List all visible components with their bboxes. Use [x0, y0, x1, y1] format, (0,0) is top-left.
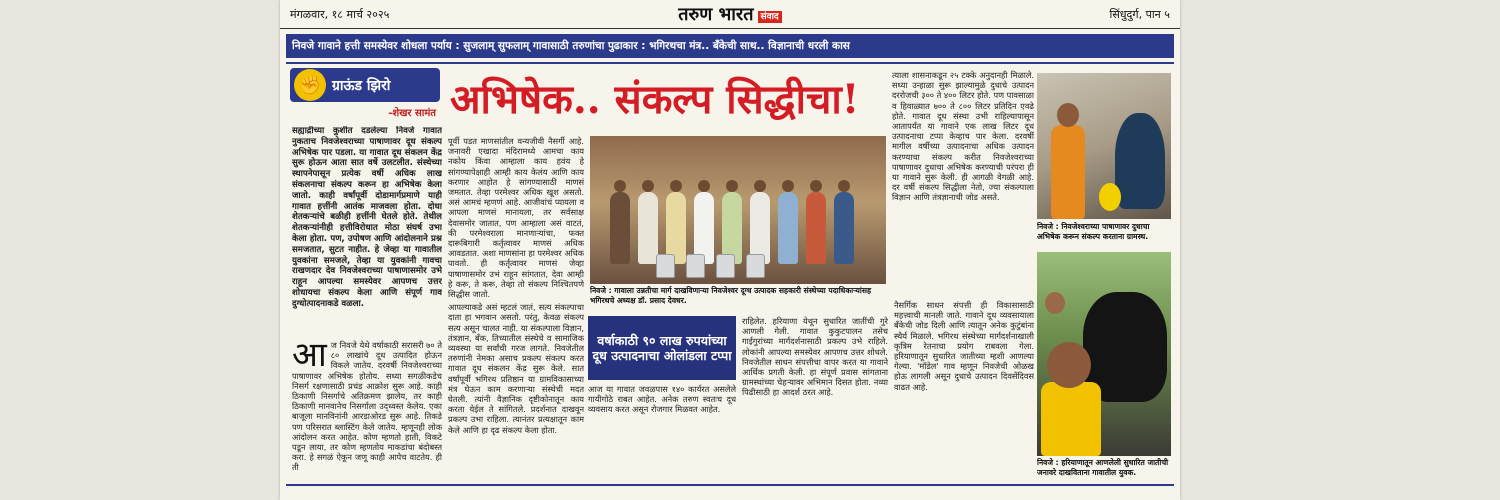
photo-caption: निवजे : गावाला उन्नतीचा मार्ग दाखविणाऱ्या निवजेश्वर दूग्ध उत्पादक सहकारी संस्थेच्या पदाधिकाऱ्यांसह भगिरथचे अध्यक्ष डॉ. प्रसाद देवधर.: [590, 286, 872, 305]
photo-caption-top: निवजे : निवजेश्वराच्या पाषाणावर दुधाचा अभिषेक करून संकल्प करताना ग्रामस्थ.: [1037, 222, 1150, 241]
milk-can: [716, 254, 735, 278]
person-head: [754, 180, 766, 192]
paper-title: तरुण भारत: [678, 4, 754, 25]
milk-can: [746, 254, 765, 278]
article-subhead: वर्षाकाठी ९० लाख रुपयांच्या दूध उत्पादनाचा ओलांडला टप्पा: [588, 316, 736, 380]
person: [610, 192, 630, 264]
person-head: [782, 180, 794, 192]
masthead: [280, 0, 1180, 29]
article-title: अभिषेक.. संकल्प सिद्धीचा!: [450, 76, 860, 123]
article-column-5: [892, 70, 1034, 294]
paragraph: राहिलेत. हरियाणा येथून सुधारित जातींची गुरे आणली गेली. गावात कुकुटपालन तसेच गाईगुरांच्या मार्गदर्शनासाठी प्रकल्प उभे राहिले. लोकांनी आपल्या समस्येवर आपणच उत्तर शोधले. निवजेतील साधन संपत्तीचा वापर करत या गावाने आर्थिक प्रगती केली. हा संपूर्ण प्रवास सांगताना ग्रामस्थांच्या चेहऱ्यावर अभिमान दिसत होता. नव्या पिढीसाठी हा आदर्श ठरत आहे.: [742, 316, 888, 398]
person-head: [726, 180, 738, 192]
milk-can: [686, 254, 705, 278]
buffalo-photo: [1037, 252, 1171, 456]
person-head: [1045, 292, 1065, 314]
article-column-4: [894, 300, 1034, 482]
photo-caption-bottom: निवजे : हरियाणातून आणलेली सुधारित जातीची जनावरे दाखविताना गावातील युवक.: [1037, 458, 1169, 477]
article-column-2: [448, 136, 584, 482]
priest-head: [1057, 103, 1079, 127]
person: [638, 192, 658, 264]
paragraph: पूर्वी पडत माणसांतील वन्यजीवी नैसर्गी आहे. जनावरी एखादा मंदिरामध्ये आमचा काय नकोय किंवा आम्हाला काय हवंय हे सांगण्यापेक्षाही आम्ही काय केलंय आणि काय करणार आहोत हे सांगण्यासाठी माणसं जमतात. तेव्हा परमेश्वर अधिक खूश असतो. असं आमचं म्हणणं आहे. आजीवांचं प्यायला व आपला माणसं मानायला, तर सर्वसाक्ष देवासमोर जातात, पण आम्हाला असं वाटतं, की परमेश्वराला मानणाऱ्यांचा, फक्त दारूबिगारी कर्तृत्वावर माणसं अधिक आवडतात. अशा माणसांना हा परमेश्वर अधिक पावतो. ही कर्तृत्वावर माणसं जेव्हा पाषाणासमोर उभं राहून सांगतात, देवा आम्ही हे करू, ते करू, तेव्हा तो संकल्प निश्चितपणे सिद्धीस जातो.: [448, 136, 584, 300]
shrine-stone: [1115, 113, 1165, 209]
article-column-1: [292, 126, 442, 354]
edition-badge: संवाद: [758, 11, 782, 23]
article-body-1: ज निवजे येथे वर्षाकाठी सरासरी ७० ते ८० लाखांचे दूध उत्पादित होऊन विकले जातेय. दरवर्षी निवजेश्वराच्या पाषाणावर अभिषेक होतोय. सध्या सगळीकडेच निसर्ग रक्षणासाठी प्रचंड आक्रोश सुरू आहे. काही ठिकाणी निसर्गाचे अतिक्रमण झालेय, तर काही ठिकाणी मानवानेच निसर्गाला उद्ध्वस्त केलेय. एका बाजूला मानविनांनी आरडाओरड सुरू आहे. तिकडे पण परिसरात ब्लास्टिंग केले जातेय. म्हणूनही लोक आंदोलन करत आहेत. कोण म्हणतो हाती, विकटे पडून लाया, तर कोण म्हणतोय माकडांचा बंदोबस्त करा. हे सगळं ऐकून जणू काही आपेच वाटतेय. ही ती: [292, 340, 442, 473]
paragraph: आज या गावात जवळपास १४० कार्यरत असलेले गायीगोठे राबत आहेत. अनेक तरुण स्वतःच दूध व्यवसाय करत असून रोजगार मिळवत आहेत.: [588, 384, 736, 415]
raised-fist-icon: ✊: [294, 69, 326, 101]
youth-face: [1047, 342, 1091, 388]
paragraph: आपल्याकडे असं म्हटलं जातं, सत्य संकल्पाचा दाता हा भगवान असतो. परंतु, केवळ संकल्प सत्य असून चालत नाही. या संकल्पाला विज्ञान, तंत्रज्ञान, बँक, तिच्यातील संस्थेचे व सामाजिक व्यवस्था या सर्वांची गरज लागते. निवजेतील तरुणांनी नेमका असाच प्रकल्प संकल्प करत गावात दूध संकलन केंद्र सुरू केले. सात वर्षांपूर्वी भगिरथ प्रतिष्ठान या ग्रामविकासाच्या मंत्र घेऊन काम करणाऱ्या संस्थेची मदत घेतली. त्यांनी वैज्ञानिक दृष्टीकोनातून काय करता येईल ते सांगितले. प्रदर्शनात दाखवून प्रकल्प उभा राहिला. त्यानंतर प्रत्यक्षातून काम केले आणि हा दृढ संकल्प केला होता.: [448, 302, 584, 435]
milk-can: [656, 254, 675, 278]
author-byline: -शेखर सामंत: [388, 108, 436, 119]
person: [806, 192, 826, 264]
issue-date: मंगळवार, १८ मार्च २०२५: [290, 7, 390, 21]
group-photo: [590, 136, 886, 284]
youth-figure: [1041, 382, 1101, 456]
article-column-1b: [292, 340, 442, 482]
person: [834, 192, 854, 264]
article-column-2b: [588, 384, 736, 482]
article-column-3: [742, 316, 888, 482]
column-logo-box: [290, 68, 440, 102]
edition-page: सिंधुदुर्ग, पान ५: [1109, 7, 1170, 21]
abhishek-photo: [1037, 73, 1171, 219]
person-head: [810, 180, 822, 192]
person-head: [614, 180, 626, 192]
person: [778, 192, 798, 264]
headline-bar: निवजे गावाने हत्ती समस्येवर शोधला पर्याय : सुजलाम् सुफलाम् गावासाठी तरुणांचा पुढाकार : भगिरथचा मंत्र.. बँकेची साथ.. विज्ञानाची धरली कास: [286, 34, 1174, 58]
person-head: [698, 180, 710, 192]
person-head: [642, 180, 654, 192]
article-lead: सह्याद्रीच्या कुशीत दडलेल्या निवजे गावात नुकताच निवजेश्वराच्या पाषाणावर दूध संकल्प अभिषेक पार पडला. या गावात दूध संकलन केंद्र सुरू होऊन आता सात वर्षे उलटलीत. संस्थेच्या स्थापनेपासून प्रत्येक वर्षी अधिक लाख संकलनाचा संकल्प करून हा अभिषेक केला जातो. काही वर्षांपूर्वी दोडामार्गप्रमाणे याही गावात हत्तींनी आतंक माजवला होता. दोधा शेतकऱ्यांचे बळीही हत्तींनी घेतले होते. तेथील शेतकऱ्यांनीही हत्तीविरोधात मोठा संघर्ष उभा केला होता. पण, उपोषण आणि आंदोलनाने प्रश्न समजतात, सुटत नाहीत. हे जेव्हा या गावातील युवकांना समजले, तेव्हा या युवकांनी गावचा राखणदार देव निवजेश्वराच्या पाषाणासमोर उभे राहून आपल्या समस्येवर आपणच उत्तर शोधायचा संकल्प केला आणि संपूर्ण गाव दुग्धोत्पादनाकडे वळला.: [292, 126, 442, 309]
drop-cap: आ: [292, 340, 327, 375]
person-head: [838, 180, 850, 192]
person-head: [670, 180, 682, 192]
priest-figure: [1051, 125, 1085, 219]
paragraph: नैसर्गिक साधन संपत्ती ही विकासासाठी महत्त्वाची मानली जाते. गावाने दूध व्यवसायाला बँकेची जोड दिली आणि त्यातून अनेक कुटुंबांना स्थैर्य मिळाले. भगिरथ संस्थेच्या मार्गदर्शनाखाली कृत्रिम रेतनाचा प्रयोग राबवला गेला. हरियाणातून सुधारित जातीच्या म्हशी आणल्या गेल्या. 'मॉडेल' गाव म्हणून निवजेची ओळख होऊ लागली असून दुधाचे उत्पादन दिवसेंदिवस वाढत आहे.: [894, 300, 1034, 392]
paragraph: त्याला शासनाकडून २५ टक्के अनुदानही मिळाले. सध्या उन्हाळा सुरू झाल्यामुळे दुधाचे उत्पादन दररोजची ३०० ते ४०० लिटर होते. पण पावसाळा व हिवाळ्यात ७०० ते ८०० लिटर प्रतिदिन एवढे होते. गावात दूध संस्था उभी राहिल्यापासून आतापर्यंत या गावाने एक लाख लिटर दूध उत्पादनाचा टप्पा केव्हाच पार केला. दरवर्षी मागील वर्षीच्या उत्पादनाचा अधिक उत्पादन करण्याचा संकल्प करीत निवजेश्वराच्या पाषाणावर दुधाचा अभिषेक करण्याची परंपरा ही या गावाने सुरू केली. ही आगळी वेगळी आहे. दर वर्षी संकल्प सिद्धीला नेतो, ज्या संकल्पाला विज्ञान आणि तंत्रज्ञानाची जोड असते.: [892, 70, 1034, 203]
flower-offering: [1099, 183, 1121, 211]
column-name: ग्राऊंड झिरो: [332, 77, 391, 94]
divider: [286, 62, 1174, 64]
column-logo: [290, 68, 440, 120]
paper-name: [540, 2, 920, 26]
